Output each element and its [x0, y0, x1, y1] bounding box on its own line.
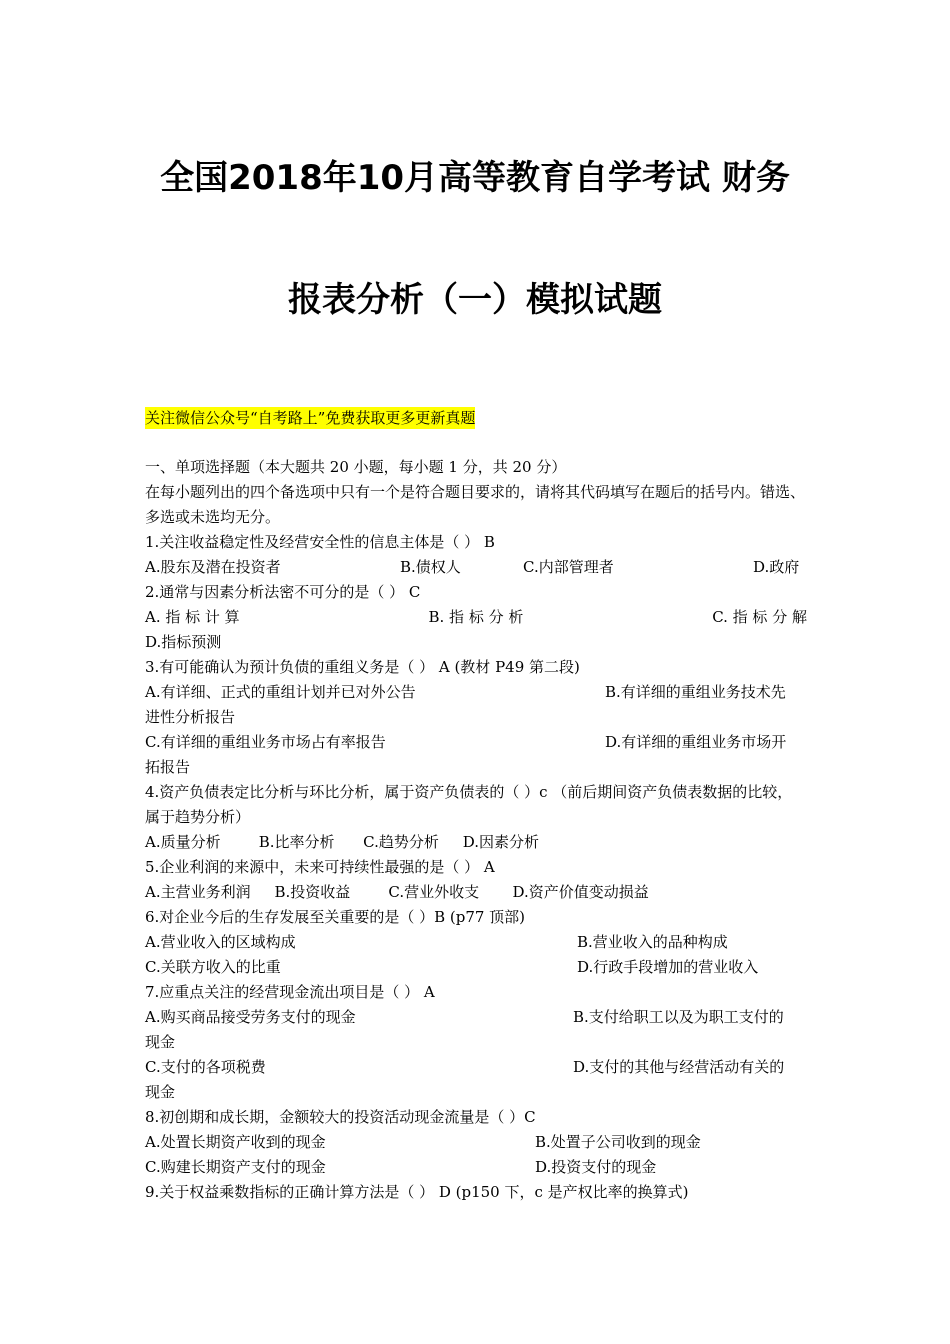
option-b: B.有详细的重组业务技术先	[605, 683, 786, 701]
option-c: C. 指 标 分 解	[712, 608, 807, 626]
document-title-line-2: 报表分析（一）模拟试题	[288, 280, 662, 320]
option-d: D.投资支付的现金	[535, 1158, 657, 1176]
option-d: D.行政手段增加的营业收入	[577, 958, 759, 976]
question-4-options: A.质量分析 B.比率分析 C.趋势分析 D.因素分析	[145, 833, 539, 851]
option-c: C.支付的各项税费	[145, 1058, 266, 1076]
option-b: B.支付给职工以及为职工支付的	[573, 1008, 784, 1026]
question-1-stem: 1.关注收益稳定性及经营安全性的信息主体是（ ） B	[145, 533, 495, 551]
question-3-options-row-1	[145, 680, 807, 705]
option-b: B.营业收入的品种构成	[577, 933, 728, 951]
question-8-options-row-2	[145, 1155, 807, 1180]
option-d: D.有详细的重组业务市场开	[605, 733, 787, 751]
question-8-options-row-1	[145, 1130, 807, 1155]
instructions: 在每小题列出的四个备选项中只有一个是符合题目要求的，请将其代码填写在题后的括号内。错选、多选或未选均无分。	[145, 483, 806, 526]
option-b-continued: 现金	[145, 1033, 176, 1051]
option-a: A.购买商品接受劳务支付的现金	[145, 1008, 356, 1026]
option-a: A.处置长期资产收到的现金	[145, 1133, 326, 1151]
option-b: B.处置子公司收到的现金	[535, 1133, 701, 1151]
option-d-continued: 现金	[145, 1083, 176, 1101]
option-c: C.购建长期资产支付的现金	[145, 1158, 326, 1176]
highlighted-notice: 关注微信公众号“自考路上”免费获取更多更新真题	[145, 409, 476, 427]
option-a: A.营业收入的区域构成	[145, 933, 296, 951]
question-1-options	[145, 555, 807, 580]
question-5-stem: 5.企业利润的来源中，未来可持续性最强的是（ ） A	[145, 858, 495, 876]
question-8-stem: 8.初创期和成长期，金额较大的投资活动现金流量是（ ）C	[145, 1108, 536, 1126]
option-d: D.指标预测	[145, 633, 222, 651]
section-header: 一、单项选择题（本大题共 20 小题，每小题 1 分，共 20 分）	[145, 458, 567, 476]
option-d: D.政府	[753, 558, 800, 576]
question-9-stem: 9.关于权益乘数指标的正确计算方法是（ ） D (p150 下，c 是产权比率的换算式)	[145, 1183, 689, 1201]
option-a: A. 指 标 计 算	[145, 608, 240, 626]
option-c: C.内部管理者	[523, 558, 614, 576]
question-7-options-row-1	[145, 1005, 807, 1030]
question-6-options-row-2	[145, 955, 807, 980]
question-7-stem: 7.应重点关注的经营现金流出项目是（ ） A	[145, 983, 435, 1001]
option-c: C.有详细的重组业务市场占有率报告	[145, 733, 386, 751]
option-a: A.有详细、正式的重组计划并已对外公告	[145, 683, 416, 701]
question-7-options-row-2	[145, 1055, 807, 1080]
question-2-options	[145, 605, 807, 630]
option-b-continued: 进性分析报告	[145, 708, 236, 726]
document-title-line-1: 全国2018年10月高等教育自学考试 财务	[160, 158, 790, 198]
exam-body	[145, 455, 807, 1205]
option-c: C.关联方收入的比重	[145, 958, 281, 976]
question-2-stem: 2.通常与因素分析法密不可分的是（ ） C	[145, 583, 421, 601]
option-d-continued: 拓报告	[145, 758, 191, 776]
question-5-options: A.主营业务利润 B.投资收益 C.营业外收支 D.资产价值变动损益	[145, 883, 649, 901]
question-6-options-row-1	[145, 930, 807, 955]
question-3-stem: 3.有可能确认为预计负债的重组义务是（ ） A (教材 P49 第二段)	[145, 658, 580, 676]
question-6-stem: 6.对企业今后的生存发展至关重要的是（ ）B (p77 顶部)	[145, 908, 526, 926]
option-a: A.股东及潜在投资者	[145, 558, 281, 576]
question-3-options-row-2	[145, 730, 807, 755]
option-b: B. 指 标 分 析	[428, 608, 524, 626]
option-b: B.债权人	[400, 558, 461, 576]
option-d: D.支付的其他与经营活动有关的	[573, 1058, 785, 1076]
question-4-stem: 4.资产负债表定比分析与环比分析，属于资产负债表的（ ）c （前后期间资产负债表数据的比较，属于趋势分析）	[145, 783, 793, 826]
